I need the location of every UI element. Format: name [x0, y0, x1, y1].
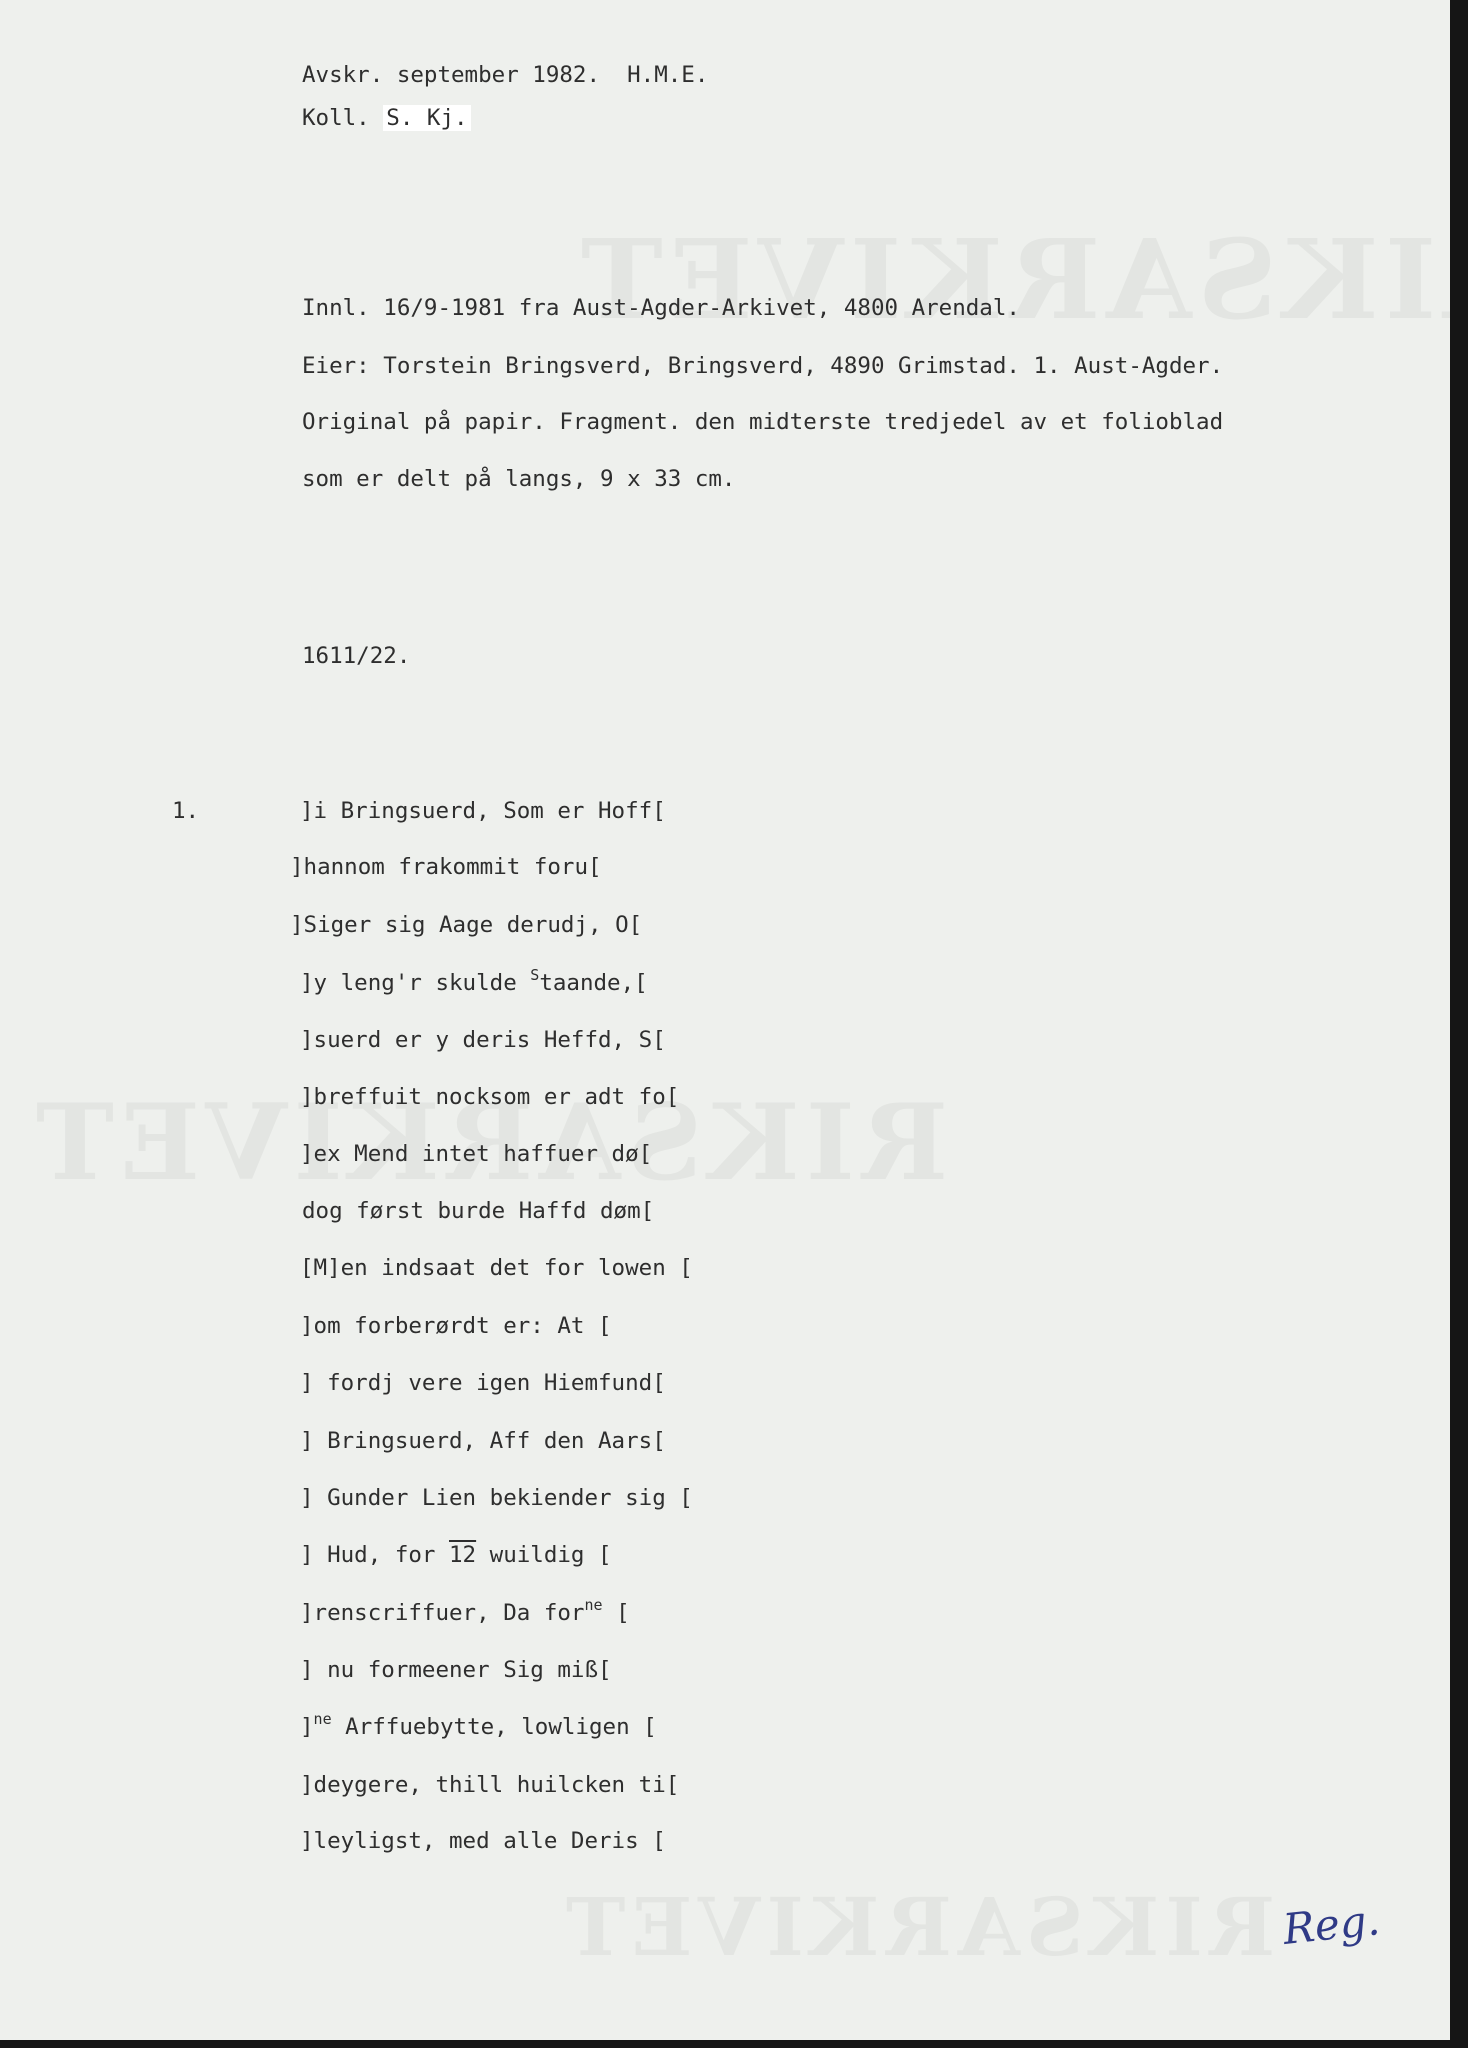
transcript-fragment: [ — [602, 1600, 630, 1626]
transcript-fragment: ]y leng'r skulde — [300, 970, 531, 996]
transcript-line: ]hannom frakommit foru[ — [290, 854, 602, 880]
transcript-line: ]breffuit nocksom er adt fo[ — [300, 1084, 680, 1110]
transcript-line: ]deygere, thill huilcken ti[ — [300, 1772, 680, 1798]
transcript-line: ] Gunder Lien bekiender sig [ — [300, 1485, 693, 1511]
intro-line-1: Innl. 16/9-1981 fra Aust-Agder-Arkivet, 4800 Arendal. — [302, 295, 1020, 321]
transcript-line: ]i Bringsuerd, Som er Hoff[ — [300, 798, 666, 824]
transcript-line: ] Bringsuerd, Aff den Aars[ — [300, 1428, 666, 1454]
intro-line-3: Original på papir. Fragment. den midterste tredjedel av et folioblad — [302, 409, 1224, 435]
transcript-line — [300, 966, 648, 996]
bleed-through-text — [575, 215, 1450, 344]
transcript-line: ]leyligst, med alle Deris [ — [300, 1828, 666, 1854]
header-line-2 — [302, 107, 471, 130]
transcript-line: ]ex Mend intet haffuer dø[ — [300, 1141, 653, 1167]
intro-line-2: Eier: Torstein Bringsverd, Bringsverd, 4890 Grimstad. 1. Aust-Agder. — [302, 353, 1224, 379]
handwritten-margin-note: Reg. — [1280, 1895, 1383, 1954]
transcript-fragment: ] — [300, 1714, 314, 1740]
header-line-1: Avskr. september 1982. H.M.E. — [302, 62, 709, 88]
transcript-line — [300, 1544, 612, 1567]
transcript-line: ] nu formeener Sig miß[ — [300, 1657, 612, 1683]
superscript-abbreviation: ne — [313, 1710, 332, 1728]
transcript-line — [300, 1596, 630, 1626]
transcript-fragment: wuildig [ — [476, 1542, 612, 1568]
transcript-fragment: taande,[ — [539, 970, 648, 996]
transcript-fragment: ]renscriffuer, Da for — [300, 1600, 585, 1626]
transcript-line: [M]en indsaat det for lowen [ — [300, 1255, 693, 1281]
header-line-2-prefix: Koll. — [302, 105, 384, 131]
transcript-fragment: Arffuebytte, lowligen [ — [331, 1714, 657, 1740]
section-number: 1. — [172, 798, 200, 824]
document-date: 1611/22. — [302, 643, 411, 669]
superscript-letter: S — [530, 966, 540, 984]
bleed-through-text — [560, 1880, 1275, 1974]
transcript-fragment: ] Hud, for — [300, 1542, 450, 1568]
transcript-line: ]suerd er y deris Heffd, S[ — [300, 1027, 666, 1053]
overlined-number: 12 — [449, 1542, 477, 1568]
superscript-abbreviation: ne — [584, 1596, 603, 1614]
transcript-line: dog først burde Haffd døm[ — [302, 1198, 655, 1224]
intro-line-4: som er delt på langs, 9 x 33 cm. — [302, 466, 736, 492]
transcript-line: ]Siger sig Aage derudj, O[ — [290, 912, 643, 938]
collection-code-highlight: S. Kj. — [383, 105, 470, 131]
transcript-line: ] fordj vere igen Hiemfund[ — [300, 1370, 666, 1396]
transcript-line — [300, 1710, 657, 1740]
transcript-line: ]om forberørdt er: At [ — [300, 1313, 612, 1339]
